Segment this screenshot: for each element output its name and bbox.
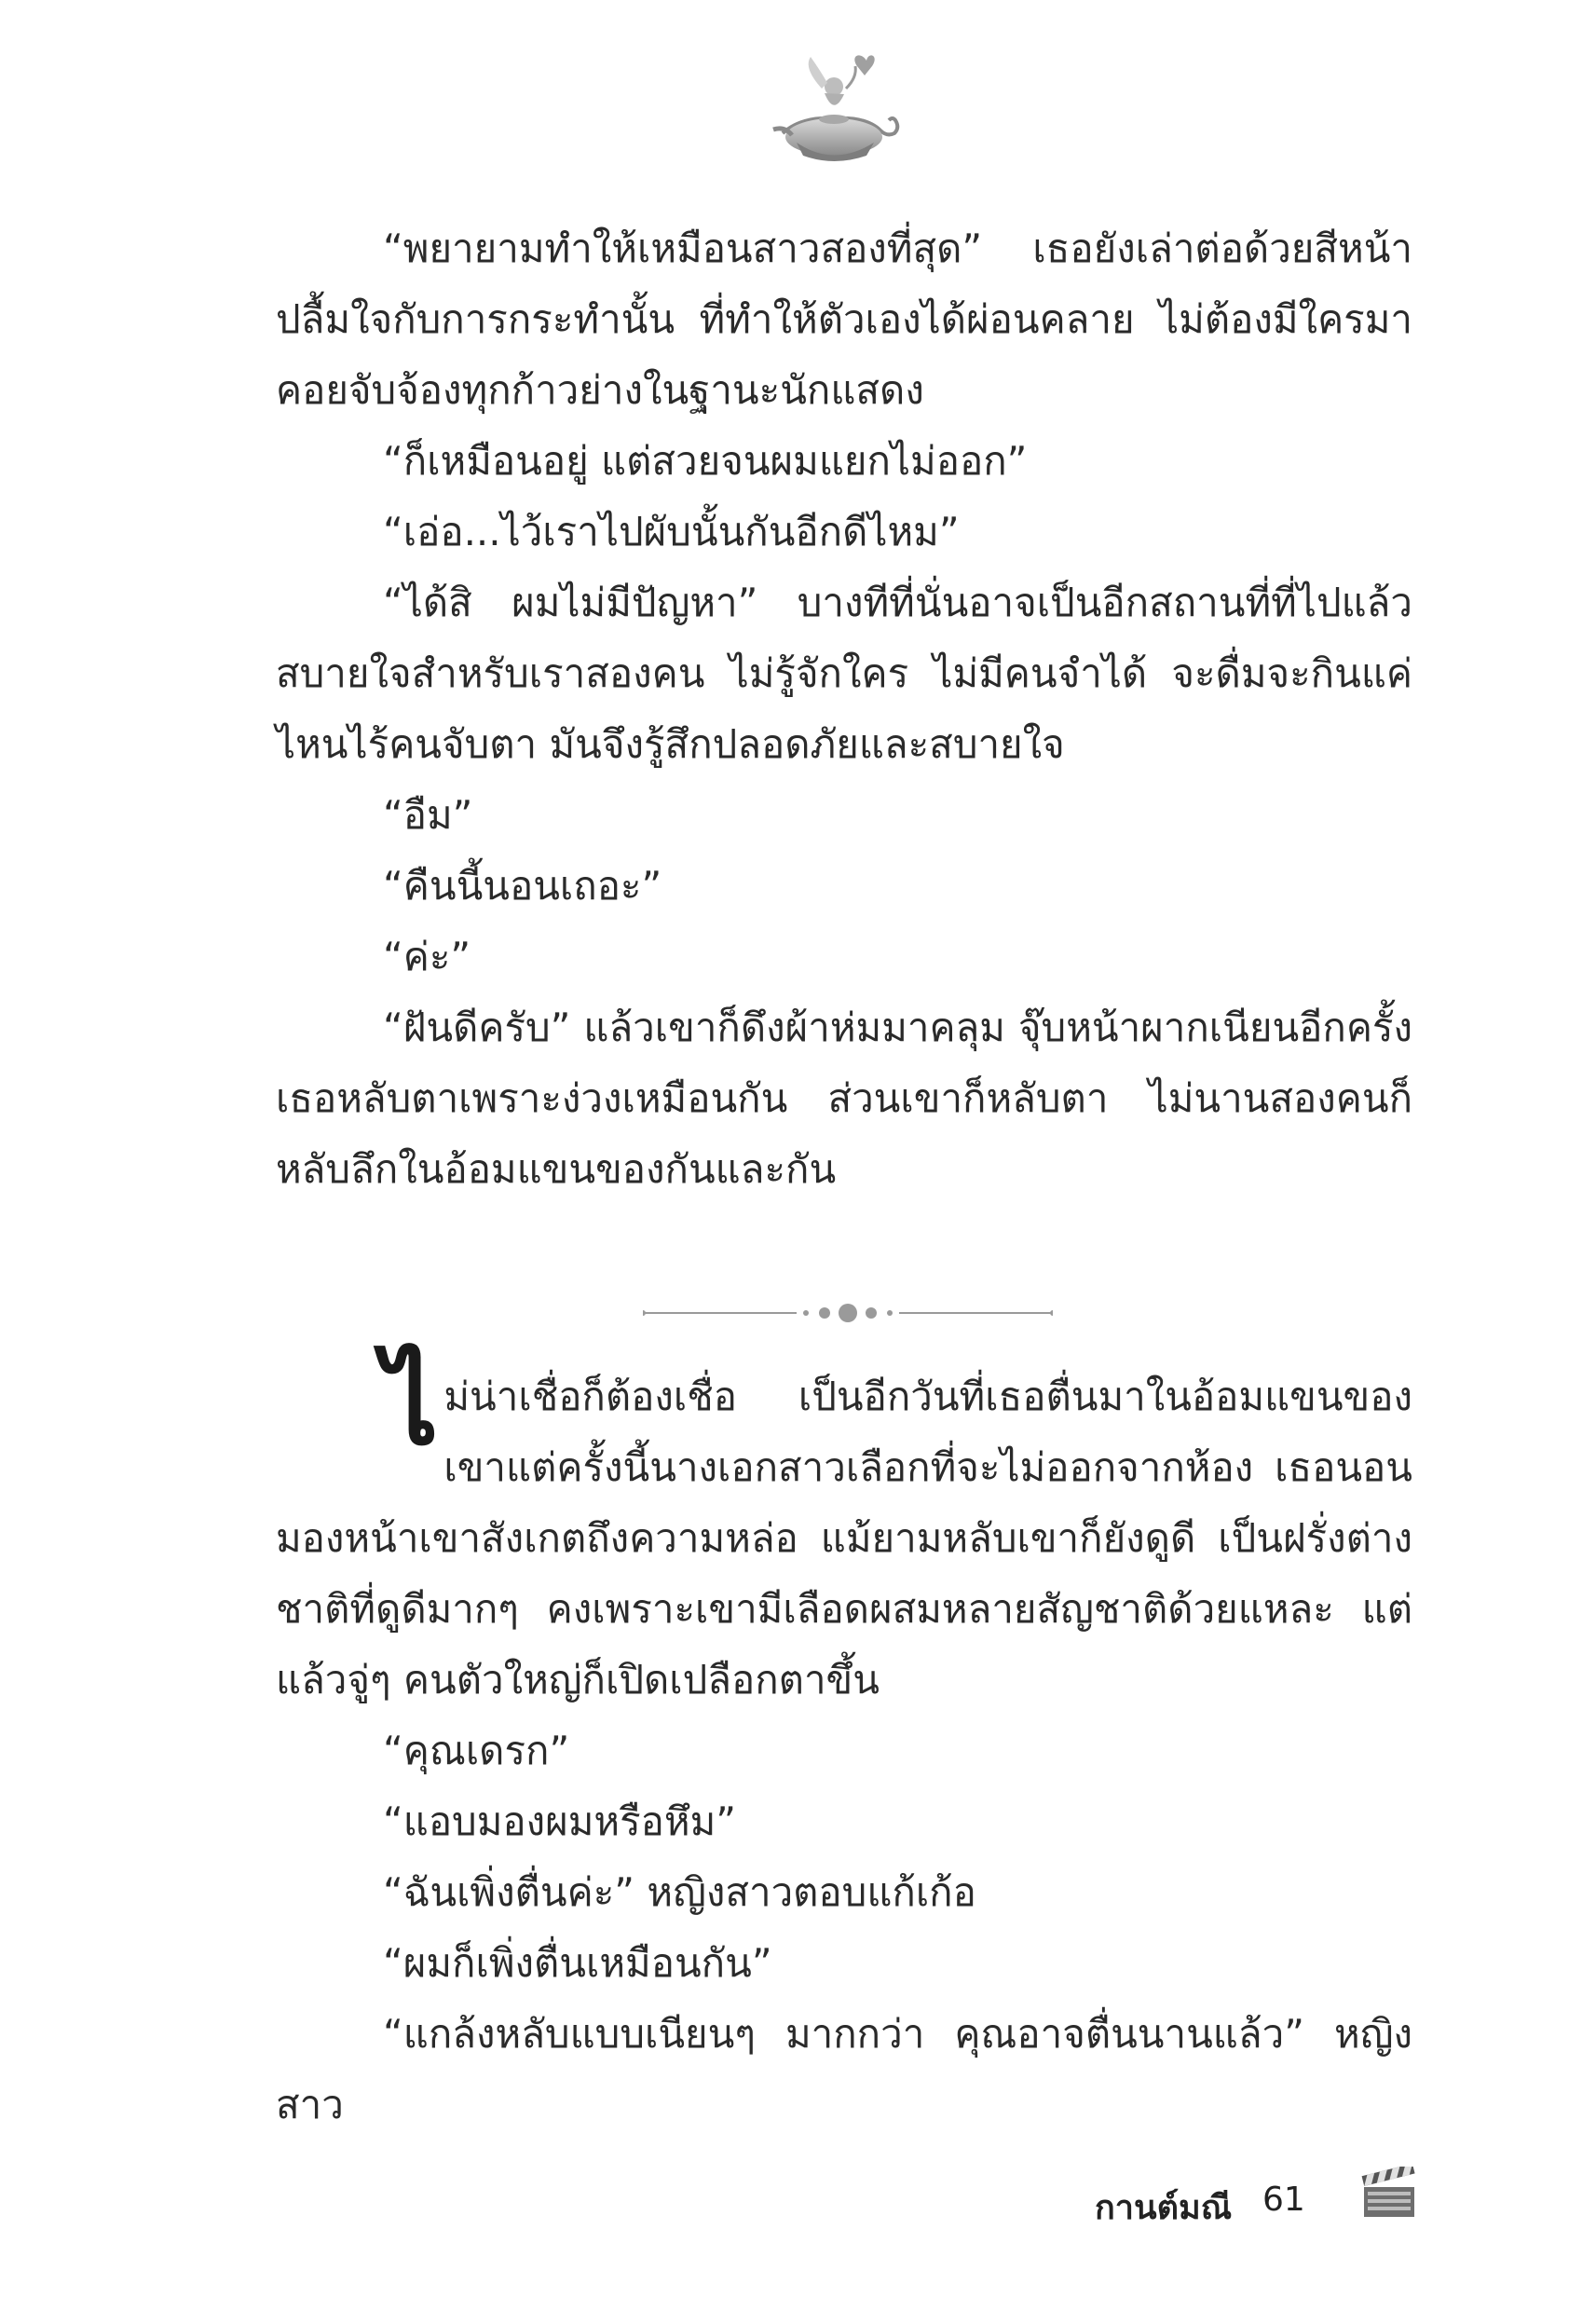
teapot-cupid-ornament-icon [764, 51, 904, 168]
paragraph: “ผมก็เพิ่งตื่นเหมือนกัน” [383, 1940, 772, 1986]
paragraph: “คืนนี้นอนเถอะ” [383, 863, 662, 909]
paragraph: “ก็เหมือนอยู่ แต่สวยจนผมแยกไม่ออก” [383, 438, 1028, 484]
paragraph: “เอ่อ...ไว้เราไปผับนั้นกันอีกดีไหม” [383, 509, 960, 554]
page-number: 61 [1262, 2181, 1305, 2219]
text-block-bottom [276, 1340, 1412, 2140]
paragraph: “ได้สิ ผมไม่มีปัญหา” บางทีที่นั่นอาจเป็นอีกสถานที่ที่ไปแล้วสบายใจสำหรับเราสองคน ไม่รู้จักใคร ไม่มีคนจำได้ จะดื่มจะกินแค่ไหนไร้คนจับตา มันจึงรู้สึกปลอดภัยและสบายใจ [276, 580, 1412, 767]
film-clapperboard-icon [1360, 2167, 1418, 2219]
paragraph: “คุณเดรก” [383, 1728, 570, 1773]
drop-cap: ไ [383, 1340, 439, 1470]
text-block-top [276, 213, 1412, 1205]
ornamental-divider-icon [643, 1299, 1053, 1327]
paragraph: “ฝันดีครับ” แล้วเขาก็ดึงผ้าห่มมาคลุม จุ๊บหน้าผากเนียนอีกครั้ง เธอหลับตาเพราะง่วงเหมือนกัน ส่วนเขาก็หลับตา ไม่นานสองคนก็หลับลึกในอ้อมแขนของกันและกัน [276, 1005, 1412, 1192]
paragraph: “ค่ะ” [383, 934, 471, 979]
opening-paragraph [276, 1340, 1412, 1716]
book-title: กานต์มณี [1095, 2189, 1233, 2227]
paragraph: “แกล้งหลับแบบเนียนๆ มากกว่า คุณอาจตื่นนานแล้ว” หญิงสาว [276, 2011, 1412, 2127]
paragraph: “ฉันเพิ่งตื่นค่ะ” หญิงสาวตอบแก้เก้อ [383, 1869, 976, 1915]
paragraph: “แอบมองผมหรือหึม” [383, 1798, 737, 1844]
paragraph: “อืม” [383, 792, 473, 838]
opening-paragraph-text: ม่น่าเชื่อก็ต้องเชื่อ เป็นอีกวันที่เธอตื่นมาในอ้อมแขนของเขาแต่ครั้งนี้นางเอกสาวเลือกที่จะไม่ออกจากห้อง เธอนอนมองหน้าเขาสังเกตถึงความหล่อ แม้ยามหลับเขาก็ยังดูดี เป็นฝรั่งต่างชาติที่ดูดีมากๆ คงเพราะเขามีเลือดผสมหลายสัญชาติด้วยแหละ แต่แล้วจู่ๆ คนตัวใหญ่ก็เปิดเปลือกตาขึ้น [276, 1374, 1412, 1702]
paragraph: “พยายามทำให้เหมือนสาวสองที่สุด” เธอยังเล่าต่อด้วยสีหน้าปลื้มใจกับการกระทำนั้น ที่ทำให้ตัวเองได้ผ่อนคลาย ไม่ต้องมีใครมาคอยจับจ้องทุกก้าวย่างในฐานะนักแสดง [276, 226, 1412, 413]
